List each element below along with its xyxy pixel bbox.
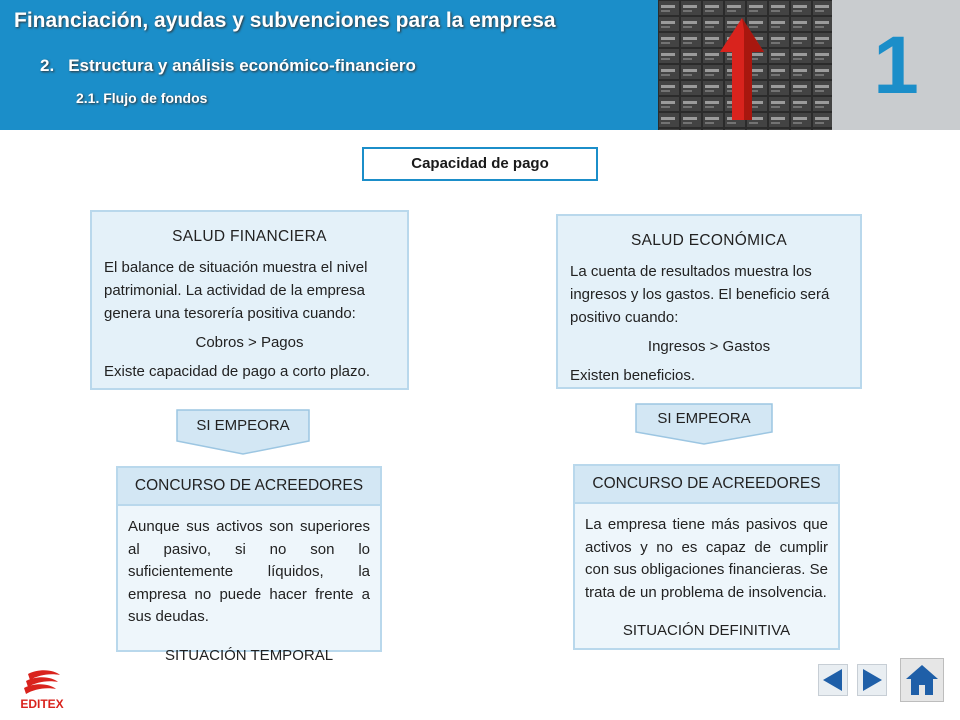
- concurso-definitiva-box: [573, 464, 840, 650]
- forward-button[interactable]: [857, 664, 887, 696]
- concurso-temporal-text: Aunque sus activos son superiores al pasivo, si no son lo suficientemente líquidos, la empresa no puede hacer frente a sus deudas.: [128, 518, 370, 625]
- section-number: 2.: [40, 56, 55, 75]
- header-photo: [658, 0, 832, 130]
- editex-logo: [10, 666, 74, 712]
- unit-number-panel: [832, 0, 960, 130]
- salud-economica-conclusion: Existen beneficios.: [570, 367, 696, 384]
- section-title: [40, 56, 416, 76]
- salud-financiera-box: [90, 210, 409, 390]
- concurso-definitiva-text: La empresa tiene más pasivos que activos y no es capaz de cumplir con sus obligaciones financieras. Se trata de un problema de insolvencia.: [585, 516, 828, 601]
- salud-economica-formula: Ingresos > Gastos: [647, 338, 771, 355]
- header-banner: [0, 0, 960, 130]
- page-title: Financiación, ayudas y subvenciones para la empresa: [14, 9, 556, 32]
- editex-logo-text: EDITEX: [20, 697, 64, 711]
- left-arrow-label: SI EMPEORA: [196, 417, 290, 434]
- concurso-temporal-footer: SITUACIÓN TEMPORAL: [164, 646, 334, 664]
- forward-arrow-icon: [857, 664, 887, 696]
- concurso-definitiva-title: CONCURSO DE ACREEDORES: [575, 466, 838, 504]
- salud-economica-title: SALUD ECONÓMICA: [630, 232, 788, 249]
- home-button[interactable]: [900, 658, 944, 702]
- salud-financiera-title: SALUD FINANCIERA: [172, 228, 327, 245]
- back-arrow-icon: [818, 664, 848, 696]
- back-button[interactable]: [818, 664, 848, 696]
- unit-number: 1: [873, 20, 919, 111]
- section-title-text: Estructura y análisis económico-financiero: [68, 56, 416, 75]
- salud-financiera-text: El balance de situación muestra el nivel patrimonial. La actividad de la empresa genera una tesorería positiva cuando:: [104, 259, 368, 322]
- salud-economica-text: La cuenta de resultados muestra los ingresos y los gastos. El beneficio será positivo cuando:: [570, 263, 830, 326]
- diagram-title: Capacidad de pago: [362, 147, 598, 181]
- concurso-temporal-box: [116, 466, 382, 664]
- salud-economica-box: [556, 214, 862, 389]
- right-arrow-label: SI EMPEORA: [657, 410, 751, 427]
- concurso-definitiva-footer: SITUACIÓN DEFINITIVA: [622, 622, 791, 639]
- subsection-title: 2.1. Flujo de fondos: [76, 90, 208, 106]
- concurso-temporal-title: CONCURSO DE ACREEDORES: [118, 468, 380, 506]
- salud-financiera-formula: Cobros > Pagos: [195, 334, 304, 351]
- home-icon: [900, 658, 944, 702]
- salud-financiera-conclusion: Existe capacidad de pago a corto plazo.: [104, 363, 371, 380]
